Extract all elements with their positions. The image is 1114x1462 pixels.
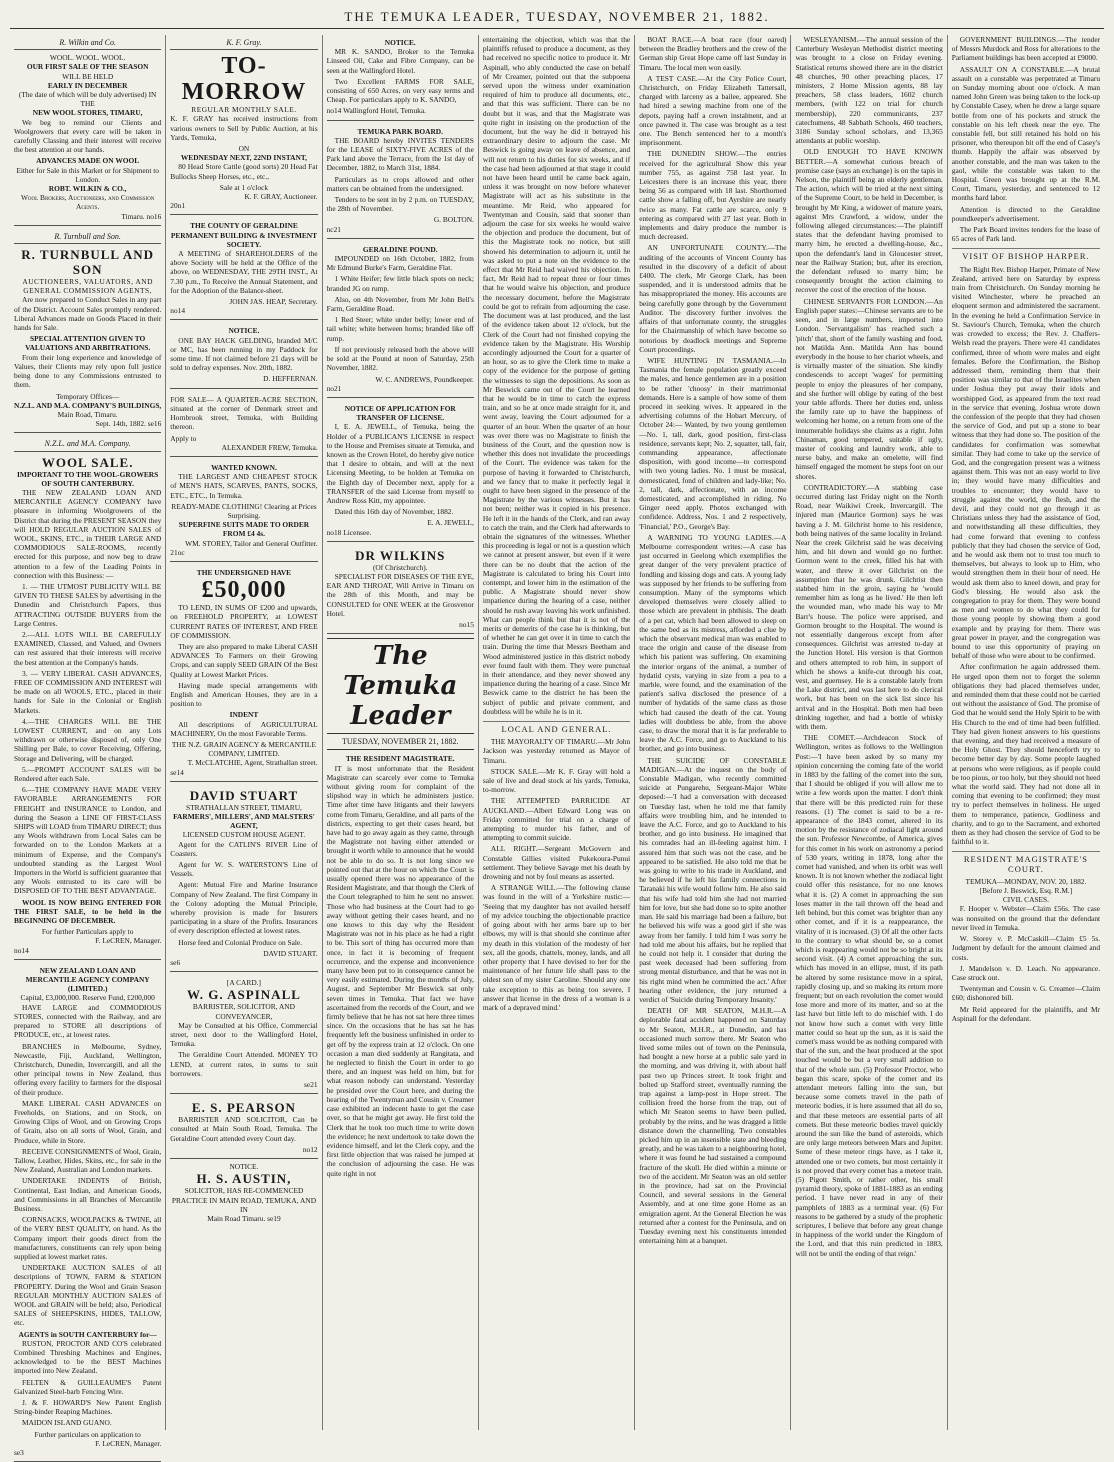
ad-text: FARMERS', MILLERS', AND MALSTERS' AGENT, bbox=[173, 812, 315, 831]
news-item: A WARNING TO YOUNG LADIES.—A Melbourne correspondent writes:—A case has just occurred in Geelong which exemplifies the great danger of the very prevalent practice of fondling and kissing dogs and cats. A young lady was supposed by her friends to be suffering from consumption. Many of the symptoms which developed themselves were closely allied to those which are prevalent in phthisis. The death of a pet cat, which had been allowed to sleep on the same bed as its mistress, afforded a clue by which the observant medical man was enabled to trace the origin and cause of the disease from which his patient was suffering. On examining the interior organs of the animal, a number of hydatid cysts, varying in size from a pea to a marble, were found, and the examination of the patient's saliva disclosed the presence of a number of hydatids of the same class as those which had caused the death of the cat. Young ladies will doubtless be able, from the above case, to draw the moral that it is far preferable to leave the A.C. Force, and go to Auckland to his brother, and go into business. bbox=[639, 532, 787, 754]
section-sale-ad bbox=[170, 392, 317, 457]
ad-title: IMPORTANT TO THE WOOL-GROWERS OF SOUTH CANTERBURY. bbox=[17, 469, 159, 488]
ad-text: SUPERFINE SUITS MADE TO ORDER FROM £4 4s. bbox=[178, 520, 310, 539]
ad-signer: Wool Brokers, Auctioneers, and Commission Agents. bbox=[20, 193, 155, 212]
court-subheading: CIVIL CASES. bbox=[1002, 895, 1049, 905]
ad-title: WOOL. WOOL. WOOL. bbox=[49, 53, 126, 63]
article-body: After confirmation he again addressed them. He urged upon them not to forget the solemn obligations they had placed themselves under, and reminded them that these could not be carried out without the assistance of God. The promise of God that he would send the Holy Spirit to be with His Church to the end of time had been fulfilled. They had given honest answers to his questions that evening, and they had received a measure of the Holy Ghost. They should henceforth try to become better day by day. Some people laughed at persons who were religious, as if people could be too pious, or too holy, but they should not heed what the world said. They had not done all in coming that evening to be confirmed; they must try to perfect themselves in holiness. He urged them to temperance, patience, Godliness and charity, and to go to the Sacrament, and exhorted them as they had chosen the service of God to be faithful to it. bbox=[951, 662, 1101, 847]
ad-ref: no18 Licensee. bbox=[326, 527, 372, 537]
court-case: Twentyman and Cousin v. G. Creamer—Claim £60; dishonored bill. bbox=[951, 984, 1101, 1003]
news-item: BOAT RACE.—A boat race (four oared) between the Bradley brothers and the crew of the German ship Great Hope came off last Sunday in Timaru. The local men won easily. bbox=[639, 35, 787, 72]
pound-ad bbox=[327, 242, 474, 398]
ad-text: WILL BE HELD bbox=[62, 71, 114, 81]
ad-body: The Geraldine Court Attended. MONEY TO LEND, at current rates, in sums to suit borrowers. bbox=[170, 1050, 318, 1078]
gelding-notice-ad bbox=[170, 323, 317, 388]
aspinall-card-ad bbox=[170, 975, 317, 1094]
ad-body: CORNSACKS, WOOLPACKS & TWINE, all of the VERY BEST QUALITY, on hand. As the Company import their goods direct from the manufacturers, constituents can rely upon being supplied at lowest market rates. bbox=[14, 1215, 162, 1261]
ad-text: SOLICITOR, HAS RE-COMMENCED PRACTICE IN MAIN ROAD, TEMUKA, AND IN bbox=[171, 1186, 317, 1214]
ad-title: W. G. ASPINALL bbox=[186, 987, 301, 1003]
ad-body: RUSTON, PROCTOR AND CO'S celebrated Combined Threshing Machines and Engines, acknowledged to be the BEST Machines imported into New Zealand. bbox=[14, 1338, 162, 1376]
news-item: ASSAULT ON A CONSTABLE.—A brutal assault on a constable was perpetrated at Timaru on Sunday morning about one o'clock. A man named John Green was being taken to the lock-up by Constable Casey, when he drew a large square bottle from one of his pockets and struck the constable on his left cheek near the eye. The constable fell, but still retained his hold on his prisoner, who thereupon bit off the end of Casey's thumb. Happily the affair was observed by another constable, and the man was taken to the gaol, while the constable was taken to the Hospital. Green was brought up at the R.M. Court, Timaru, yesterday, and sentenced to 12 months hard labor. bbox=[951, 64, 1101, 203]
court-case: F. Hooper v. Webster—Claim £56s. The case was nonsuited on the ground that the defendant never lived in Temuka. bbox=[951, 904, 1101, 932]
turnbull-ad bbox=[14, 229, 161, 433]
ad-body: 1. — THE UTMOST PUBLICITY WILL BE GIVEN TO THESE SALES by advertising in the Dunedin and Christchurch Papers, thus ATTRACTING OUTSIDE BUYERS from the Large Centres. bbox=[14, 581, 162, 628]
ad-title: DAVID STUART bbox=[189, 787, 299, 803]
ad-body: 6.—THE COMPANY HAVE MADE VERY FAVORABLE ARRANGEMENTS FOR FREIGHT and INSURANCE to London, and during the Season a LINE OF FIRST-CLASS SHIPS will LOAD from TIMARU DIRECT; thus any Wools withdrawn from Local Sales can be forwarded on to the London Markets at a minimum of Expense, and the Company's undoubted standing as the Largest Wool Importers in the World is sufficient guarantee that any Wools entrusted to its care will be DISPOSED OF TO THE BEST ADVANTAGE. bbox=[14, 785, 162, 896]
nzl-wool-sale-ad bbox=[14, 436, 161, 960]
ad-heading: R. Turnbull and Son. bbox=[14, 232, 161, 244]
issue-dateline: TUESDAY, NOVEMBER 21, 1882. bbox=[327, 737, 474, 750]
column-2 bbox=[166, 35, 322, 1430]
ad-body: FELTEN & GUILLEAUME'S Patent Galvanized Steel-barb Fencing Wire. bbox=[14, 1377, 162, 1396]
ad-body: UNDERTAKE INDENTS of British, Continental, East Indian, and American Goods, and Commissions in all Branches of Mercantile Business. bbox=[14, 1176, 162, 1213]
news-item: DEATH OF MR SEATON, M.H.R.—A deplorable fatal accident happened on Saturday to Mr Seaton, M.H.R., at Dunedin, and has occasioned much sorrow there. Mr Seaton who lived some miles out of town on the Peninsula, had bought a new horse at a public sale yard in the morning, and was driving it, with about half past two up Princes street. It took fright and bolted up Stafford street, eventually running the trap against a lamp-post in Hope street. The collision freed the horse from the trap, out of which Mr Seaton seems to have been pulled, probably by the reins, and he was dragged a little distance down the channelling. Two constables picked him up in an insensible state and bleeding greatly, and he was taken to a neighbouring hotel, where it was found he had sustained a compound fracture of the skull. He died within a minute or two of the accident. Mr Seaton was an old settler in the province, had sat on the Provincial Council, and several sessions in the General Assembly, and at one time gone Home as an emigration agent. At the General Election he was returned after a contest for the Peninsula, and on Tuesday evening next his constituents intended entertaining him at a banquet. bbox=[639, 1006, 787, 1246]
ad-body: Agent for W. S. WATERSTON'S Line of Vessels. bbox=[170, 860, 318, 879]
ad-body: 1 White Heifer; few little black spots on neck; branded JG on rump. bbox=[326, 274, 474, 293]
ad-body: RECEIVE CONSIGNMENTS of Wool, Grain, Tallow, Leather, Hides, Skins, etc., for sale in the New Zealand, Australian and London markets. bbox=[14, 1146, 162, 1175]
ad-body: HAVE LARGE and COMMODIOUS STORES, connected with the Railway, and are prepared to STORE all descriptions of PRODUCE, etc., at lowest rates. bbox=[14, 1002, 162, 1040]
ad-body: MAIDON ISLAND GUANO. bbox=[22, 1418, 112, 1428]
ad-ref: 20n1 bbox=[170, 201, 186, 211]
ad-ref: se3 bbox=[14, 1448, 24, 1458]
columns bbox=[10, 35, 1104, 1458]
news-item: GOVERNMENT BUILDINGS.—The tender of Messrs Murdock and Ross for alterations to the Parliament buildings has been accepted at £9000. bbox=[951, 35, 1101, 63]
ad-text: Sale at 1 o'clock bbox=[219, 182, 269, 192]
column-6 bbox=[791, 35, 947, 1430]
court-case: Mr Reid appeared for the plaintiffs, and Mr Aspinall for the defendant. bbox=[951, 1004, 1101, 1023]
ad-text: STRATHALLAN STREET, TIMARU, bbox=[185, 802, 302, 812]
ad-body: A MEETING of SHAREHOLDERS of the above Society will be held at the Office of the above, on WEDNESDAY, THE 29TH INST., At 7.30 p.m., To Receive the Annual Statement, and for the Adoption of the Balance-sheet. bbox=[170, 249, 318, 295]
page-masthead: THE TEMUKA LEADER, TUESDAY, NOVEMBER 21, 1882. bbox=[10, 6, 1104, 29]
ad-text: For further Particulars apply to bbox=[41, 927, 134, 937]
ad-body: Having made special arrangements with English and American Houses, they are in a position to bbox=[170, 680, 318, 709]
ad-ref: Timaru. no16 bbox=[121, 211, 162, 221]
news-item: ALL RIGHT.—Sergeant McGovern and Constable Gillies visited Pukekoura-Punui settlement. They believe Savage met his death by drowning and not by foul means as asserted. bbox=[482, 844, 631, 882]
ad-body: SPECIALIST FOR DISEASES OF THE EYE, EAR AND THROAT, Will Arrive in Timaru on the 28th of this Month, and may be CONSULTED for ONE WEEK at the Grosvenor Hotel. bbox=[326, 571, 474, 618]
ad-heading: N.Z.L. and M.A. Company. bbox=[14, 439, 161, 451]
austin-ad bbox=[170, 1162, 317, 1223]
ad-title: GERALDINE POUND. bbox=[362, 244, 438, 254]
stuart-agent-ad bbox=[170, 785, 317, 972]
ad-body: THE BOARD hereby INVITES TENDERS for the LEASE of SIXTY-FIVE ACRES of the Park land above the Terrace, from the 1st day of December, 1882, to March 31st, 1884. bbox=[326, 135, 474, 173]
ad-body: 2.—ALL LOTS WILL BE CAREFULLY EXAMINED, Classed, and Valued, and Owners can rest assured that their interests will receive the best attention at the Company's hands. bbox=[14, 629, 162, 667]
ad-text: BARRISTER, SOLICITOR, AND CONVEYANCER, bbox=[192, 1002, 295, 1021]
ad-title: OUR FIRST SALE OF THE SEASON bbox=[26, 62, 149, 72]
court-date: TEMUKA—MONDAY, NOV. 20, 1882. bbox=[965, 876, 1087, 886]
ad-title: TEMUKA PARK BOARD. bbox=[357, 126, 443, 136]
ad-ref: se21 bbox=[304, 1080, 318, 1090]
ad-title: R. TURNBULL AND SON bbox=[21, 247, 155, 278]
column-1 bbox=[10, 35, 166, 1458]
ad-signer: THE N.Z. GRAIN AGENCY & MERCANTILE COMPANY, LIMITED. bbox=[171, 739, 316, 759]
news-item: THE DUNEDIN SHOW.—The entries received for the agricultural Show this year number 755, as against 758 last year. In Leicesters there is an increase this year, there being 56 as compared with 18 last. Shorthorned cattle show a falling off, but Ayrshire are nearly twice as many. Fat cattle are scarce, only 9 entering as compared with 27 last year. Both in implements and dairy produce the number is much decreased. bbox=[639, 149, 787, 242]
news-item: WIFE HUNTING IN TASMANIA.—In Tasmania the female population greatly exceed the males, and hence gentlemen are in a position to be rather 'choosy' in their matrimonial demands. Here is a sample of how some of them proceed in seeking wives. It appeared in the advertising columns of the Hobart Mercury, of October 24:— Wanted, by two young gentlemen—No. 1, tall, dark, good position, first-class residence, servants kept; No. 2, squatter, tall, fair, commanding appearance, affectionate disposition, with good income—to correspond with two young ladies. No. 1 must be musical, domesticated, fond of children and lady-like; No. 2, tall, dark, affectionate, with an income domesticated, and accomplished in riding. No Ginger need apply. Photos exchanged with confidence. Address, Nos. 1 and 2 respectively, 'Financial,' P.O., George's Bay. bbox=[639, 355, 787, 531]
ad-text: N.Z.L. AND M.A. COMPANY'S BUILDINGS, bbox=[14, 400, 162, 410]
news-item: AN UNFORTUNATE COUNTY.—The auditing of the accounts of Vincent County has resulted in the discovery of a deficit of about £400. The clerk, Mr George Clark, has been suspended, and it is understood admits that he has misappropriated the money. His accounts are being carefully gone through by the Government Auditor. The discovery further involves the affairs of that unfortunate county, the struggles for the Chairmanship of which have become so notorious by deadlock meetings and Supreme Court proceedings. bbox=[639, 243, 787, 354]
ad-body: IMPOUNDED on 16th October, 1882, from Mr Edmund Burke's Farm, Geraldine Flat. bbox=[326, 254, 474, 273]
ad-title: REGULAR MONTHLY SALE. bbox=[191, 105, 297, 115]
ad-body: We beg to remind our Clients and Woolgrowers that every care will be taken in carefully Classing and their interest will receive the best attention at our hands. bbox=[14, 117, 162, 155]
ad-text: ON bbox=[238, 144, 250, 154]
ad-signer: T. McCLATCHIE, Agent, Strathallan street. bbox=[187, 758, 318, 768]
building-society-ad bbox=[170, 218, 317, 320]
gray-sale-ad bbox=[170, 35, 317, 215]
ad-text: Apply to bbox=[170, 433, 197, 443]
grain-agency-ad bbox=[170, 565, 317, 782]
ad-signer: F. LeCREN, Manager. bbox=[95, 936, 162, 946]
ad-text: (Of Christchurch). bbox=[372, 562, 428, 572]
ad-title: H. S. AUSTIN, bbox=[196, 1171, 292, 1187]
ad-title: NOTICE OF APPLICATION FOR TRANSFER OF LICENSE. bbox=[344, 403, 456, 423]
ad-body: All descriptions of AGRICULTURAL MACHINERY, On the most Favorable Terms. bbox=[170, 719, 318, 738]
ad-ref: no14 bbox=[170, 306, 186, 316]
ad-body: MR K. SANDO, Broker to the Temuka Linseed Oil, Cake and Fibre Company, can be seen at the Wallingford Hotel. bbox=[326, 47, 474, 75]
ad-signer: K. F. GRAY, Auctioneer. bbox=[244, 192, 318, 202]
ad-signer: ROBT. WILKIN & CO., bbox=[48, 184, 127, 194]
column-7 bbox=[948, 35, 1104, 1430]
ad-title: NOTICE. bbox=[384, 38, 416, 47]
news-item: A TEST CASE.—At the City Police Court, Christchurch, on Friday Elizabeth Tattersall, charged with larceny as a bailee, appeared. She had hired a sewing machine from one of the depots, paying half a crown instalment, and at once pawned it. The case was brought as a test one. The Bench sentenced her to a month's imprisonment. bbox=[639, 73, 787, 148]
ad-signer: W. C. ANDREWS, Poundkeeper. bbox=[375, 374, 474, 384]
ad-body: THE NEW ZEALAND LOAN AND MERCANTILE AGENCY COMPANY have pleasure in informing Woolgrowers of the District that during the PRESENT SEASON they will HOLD REGULAR AUCTION SALES of WOOL, SKINS, ETC., in THEIR LARGE AND COMMODIOUS SALE-ROOMS, recently erected for this purpose, and now beg to draw attention to a few of the Leading Points in connection with this Business: — bbox=[14, 487, 162, 580]
ad-text: Either for Sale in this Market or for Shipment to London. bbox=[16, 165, 159, 184]
section-heading: VISIT OF BISHOP HARPER. bbox=[952, 248, 1100, 261]
ad-body: J. & F. HOWARD'S New Patent English String-binder Reaping Machines. bbox=[14, 1398, 162, 1417]
ad-signer: ALEXANDER FREW, Temuka. bbox=[221, 442, 318, 452]
ad-title: TO-MORROW bbox=[181, 53, 307, 106]
ad-body: 80 Head Store Cattle (good sorts) 20 Head Fat Bullocks Sheep Horses, etc., etc., bbox=[170, 162, 318, 181]
ad-ref: se6 bbox=[170, 958, 181, 968]
ad-body: From their long experience and knowledge of Values, their Clients may rely upon full justice being done to any Commissions entrusted to them. bbox=[14, 352, 162, 390]
news-item: CHINESE SERVANTS FOR LONDON.—An English paper states:—Chinese servants are to be seen, and in large numbers, imported into London. 'Servantgalism' has reached such a 'pitch' that, short of the family washing and food, not Matilda Ann. Matilda Ann has bound everybody in the house to her chariot wheels, and is virtually master of the situation. She kindly condescends to accept 'wages' for permitting people to enjoy the pleasures of her company, and she further will oblige by eating of the best your table affords. There her duties end, unless the family rate up to have the happiness of welcoming her home, on a return from one of the innumerable holidays she claims as a right. John Chinaman, good tempered, suitable if ugly, master of cooking and laundry work, able to nurse baby, and make an omelette, will find himself engaged the moment he steps foot on our shores. bbox=[795, 296, 943, 481]
ad-text: Capital, £3,000,000. Reserve Fund, £200,000 bbox=[20, 993, 155, 1003]
ad-text: NEW WOOL STORES, TIMARU, bbox=[32, 108, 143, 118]
wilkins-ad bbox=[327, 545, 474, 634]
ad-body: 3. — VERY LIBERAL CASH ADVANCES, FREE OF COMMISSION AND INTEREST will be made on all WOOLS, ETC., placed in their hands for Sale in the Colonial or English Markets. bbox=[14, 668, 162, 715]
ad-title: THE UNDERSIGNED HAVE bbox=[196, 567, 292, 577]
ad-heading: [A CARD.] bbox=[226, 978, 261, 988]
court-before: [Before J. Beswick, Esq. R.M.] bbox=[979, 886, 1073, 896]
editorial-body: entertaining the objection, which was that the plaintiffs refused to produce a document, as they had received no specific notice to produce it. Mr Aspinall, who ably conducted the case on behalf of Mr Creamer, pointed out that the subpoena served upon the witness under examination required of him to produce all documents, etc., and that this was sufficient. There can be no doubt but it was, and that the Magistrate was quite right in insisting on the production of the document, but the way he did it betrayed his extraordinary desire to adjourn the case. Mr Beswick is going away on leave of absence, and will not return to his duties for six weeks, and if the case had been adjourned at that stage it could not have been heard until he came back again, unless it was brought on now before whatever Magistrate will act as his substitute in the meantime. Mr Reid, who appeared for Twentyman and Cousin, said that sooner than adjourn the case for six weeks he would waive the objection and produce the document, but of this the Magistrate took no notice, but still showed his determination to adjourn it, until he was asked to put a note on the evidence to the effect that Mr Reid had waived his objection. In fact, Mr Reid had to repeat three or four times that he would waive his objection, and produce the necessary document, before the Magistrate could be got to refrain from adjourning the case. The document was at last produced, and the last of the evidence taken about 12 o'clock, but the Clerk of the Court had not finished copying the evidence taken by the Magistrate. His Worship accordingly adjourned the Court for a quarter of an hour, so as to give the Clerk time to make a copy of the evidence for the purpose of getting the witnesses to sign the depositions. As soon as Mr Beswick came out of the Court he learned that he would be in time to catch the express train, and so he at once made straight for it, and went away, leaving the Court adjourned for a quarter of an hour. When the quarter of an hour was over there was no Magistrate to finish the business of the Court, and the question now is whether this does not invalidate the proceedings of the Court. The evidence was taken for the purpose of having it forwarded to Christchurch, and we fancy that to make it perfectly legal it ought to have been signed in the presence of the Magistrate by the various witnesses. But it has not been; neither was it copied in his presence. He left it in the hands of the Clerk, and ran away to catch the train, and the Clerk had afterwards to obtain the signatures of the witnesses. Whether this proceeding is legal or not is a question which we cannot at present answer, but even if it were there can be no doubt that the action of the Magistrate is calculated to bring his Court into contempt, and lower him in the estimation of the public. A Magistrate should never show impatience during the hearing of a case, neither should he rush away leaving his work unfinished. What can people think but that it is not of the merits or demerits of the case he is thinking, but of whether he can get over it in time to catch the train. During the time that Messrs Beetham and Wood administered justice in this district nobody ever found fault with them. They were punctual in their attendance, and they never showed any impatience during the hearing of a case. Since Mr Beswick came to the district he has been the subject of public and private comment, and doubtless will be while he is in it. bbox=[482, 35, 631, 716]
park-board-ad bbox=[327, 124, 474, 239]
ad-signer: JOHN JAS. HEAP, Secretary. bbox=[229, 297, 318, 307]
court-case: J. Mandelson v. D. Leach. No appearance. Case struck out. bbox=[951, 963, 1101, 982]
news-item: WESLEYANISM.—The annual session of the Canterbury Wesleyan Methodist district meeting was brought to a close on Friday evening. Statistical returns showed there are in the district 48 churches, 90 other preaching places, 17 ministers, 2 Home Mission agents, 88 lay preachers, 58 class leaders, 1602 church members, (with 122 on trial for church membership), 220 communicants, 237 catechumens, 48 Sabbath Schools, 460 teachers, 3186 Sunday school scholars, and 13,365 attendants at public worship. bbox=[795, 35, 943, 146]
news-item: Attention is directed to the Geraldine poundkeeper's advertisement. bbox=[951, 204, 1101, 223]
ad-ref: se14 bbox=[170, 767, 184, 777]
ad-body: 1 Red Steer; white under belly; lower end of tail white; white between horns; branded like off rump. bbox=[326, 315, 474, 343]
ad-signer: G. BOLTON. bbox=[433, 215, 474, 225]
ad-text: ADVANCES MADE ON WOOL bbox=[36, 156, 140, 166]
ad-body: BRANCHES in Melbourne, Sydney, Newcastle, Fiji, Auckland, Wellington, Christchurch, Dunedin, Invercargill, and all the other principal towns in New Zealand, thus offering every facility to farmers for the disposal of their produce. bbox=[14, 1041, 162, 1097]
ad-body: Particulars as to crops allowed and other matters can be obtained from the undersigned. bbox=[326, 174, 474, 193]
ad-signer: no14 Wallingford Hotel, Temuka. bbox=[326, 106, 426, 116]
news-item: CONTRADICTORY.—A stabbing case occurred during last Friday night on the North Road, near Waikiwi Creek, Invercargill. The injured man (Maurice Gormon) says he was having a J. M. Gilchrist home to his residence, both being natives of the same locality in Ireland. Near the creek Gilchrist said he was deceiving him, and hit down and would go no further. Gormon went to the creek, filled his hat with water, and threw it over Gilchrist on the assumption that he was drunk. Gilchrist then stabbed him in the groin, saying he 'would remember him as long as he lived.' He then left the wounded man, who made his way to Mr Barr's house. The police were apprised, and Gormon brought to the Hospital. The wound is not essentially dangerous except from after consequences. Gilchrist was arrested to-day at the Junction Hotel. His version is that Gormon and others attempted to rob him, in support of which he shows a knife-cut through his coat, vest, and guernsey. He is a constable lately from the Lake district, and was last here to do clerical work, but has been on the sick list since his arrival and in the Hospital. Both men had been drinking together, and had a bottle of whisky with them. bbox=[795, 482, 943, 732]
ad-ref: Sept. 14th, 1882. se16 bbox=[95, 419, 162, 429]
license-transfer-ad bbox=[327, 401, 474, 542]
ad-signer: E. A. JEWELL, bbox=[427, 518, 474, 528]
ad-text: WEDNESDAY NEXT, 22ND INSTANT, bbox=[180, 153, 308, 163]
news-item: OLD ENOUGH TO HAVE KNOWN BETTER.—A somewhat curious breach of promise case (says an exchange) is on the tapis in Nelson, the plaintiff being an elderly gentleman. The action, which will be tried at the next sitting of the Supreme Court, to be held in December, is brought by Mr King, a widower of mature years, against Mrs Crawford, a widow, under the following alleged circumstances:—The plaintiff states that the defendant having promised to marry him, he erected a dwelling-house, &c., upon the defendant's land in Gloucester street, near the Railway Station; but, after its erection, the defendant refused to marry him; he consequently brought the action claiming to recover the cost of the erection of the house. bbox=[795, 147, 943, 295]
ad-body: WOOL IS NOW BEING ENTERED FOR THE FIRST SALE, to be held in the BEGINNING OF DECEMBER. bbox=[14, 897, 162, 926]
ad-title: THE COUNTY OF GERALDINE PERMANENT BUILDING & INVESTMENT SOCIETY. bbox=[170, 221, 318, 249]
news-item: THE ATTEMPTED PARRICIDE AT AUCKLAND.—Albert Edward Long was on Friday committed for trial on a charge of attempting to murder his father, and of attempting to commit suicide. bbox=[482, 796, 631, 843]
ad-text: EARLY IN DECEMBER bbox=[47, 80, 128, 90]
ad-ref: nc21 bbox=[326, 224, 341, 234]
news-item: THE MAYORALTY OF TIMARU.—Mr John Jackson was yesterday returned as Mayor of Timaru. bbox=[482, 737, 631, 765]
ad-title: WOOL SALE. bbox=[41, 454, 134, 470]
nzl-company-ad bbox=[14, 963, 161, 1462]
ad-text: Main Road, Timaru. bbox=[57, 409, 118, 419]
column-3 bbox=[323, 35, 479, 1430]
ad-body: K. F. GRAY has received instructions from various owners to Sell by Public Auction, at his Yards, Temuka, bbox=[170, 114, 318, 142]
news-item: STOCK SALE.—Mr K. F. Gray will hold a sale of live and dead stock at his yards, Temuka, to-morrow. bbox=[482, 766, 631, 795]
ad-ref: no14 bbox=[14, 945, 29, 955]
column-5 bbox=[635, 35, 791, 1430]
ad-title: AUCTIONEERS, VALUATORS, AND GENERAL COMMISSION AGENTS, bbox=[22, 277, 153, 296]
ad-body: Dated this 16th day of November, 1882. bbox=[334, 507, 454, 517]
news-item: THE COMET.—Archdeacon Stock of Wellington, writes as follows to the Wellington Post:—'I have been asked by so many my opinion concerning the coming fate of the world in 1883 by the falling of the comet into the sun, that I should be obliged if you will allow me to write a few words upon the matter. I don't think that there will be this predicted ruin for these reasons. (1) The comet is said to be a re-appearance of the 1843 comet, altered in its motion by the resistance of zodiacal light around the sun. Professor Newcombe, of America, gives for this comet in his work on astronomy a period of 530 years, writing in 1878, long after the comet had vanished, and when its orbit was well known. It is not known whether the zodiacal light could offer this resistance, for no one knows what it is. (2) A comet in approaching the sun loses matter in the tail thrown off the head and left behind, but this comet was brighter than any other comet, and if it is a reappearance, the vitality of it is increased. (3) Of all the other facts to the contrary to what should be, so a comet which is reappearing would not be so bright at its second visit. (4) A comet approaching the sun, which has moved in an ellipse, must, if its path be altered by some resistance move in a spiral, rapidly closing up, and so making its return more frequent; but on each revolution the comet would lose more and more of its matter, and so at the last have but little left to do mischief with. I do not know how such a comet with very little matter could so heat up the sun, as it is said the comet's mass would be as nothing compared with that of the sun, and the heat produced at the spot touched would be but a very small addition to that of the whole sun. (5) Professor Proctor, who began this scare, spoke of the comet and its attendant meteors falling into the sun, but because some comets travel in the path of meteoric bodies, it is here assumed that all do so, and that these meteors are essential parts of all comets. But these meteoric bodies travel quickly around the sun like the band of asteroids, which are only large meteors between Mars and Jupiter. Some of these meteor rings have, as I take it, attended one or two comets, but most certainly it is not proved that every comet has a meteor train. (5) Pigott Smith, or rather other, his small pyramid theory, spoke of 1881-1883 as an ending period. I have never read in any of their pamphlets of 1883 as a terminal year. (6) For reasons to be gathered by a study of the prophetic scriptures, I believe that before any great change in happiness of the world under the Kingdom of the Lord, and that this ruin predicted in 1883, will not be until the ending of that reign.' bbox=[795, 733, 943, 1258]
ad-text: INDENT bbox=[229, 710, 259, 720]
section-heading: LOCAL AND GENERAL. bbox=[483, 721, 630, 734]
ad-text: READY-MADE CLOTHING! Clearing at Prices Surprising. bbox=[171, 501, 317, 520]
ad-body: Agent: Mutual Fire and Marine Insurance Company of New Zealand. The first Company in the Colony adopting the Mutual Principle, whereby provision is made for Insurers participating in a share of the Profits. Insurances of every description effected at lowest rates. bbox=[170, 880, 318, 936]
column-4 bbox=[479, 35, 635, 1430]
ad-body: Are now prepared to Conduct Sales in any part of the District. Account Sales promptly rendered. Liberal Advances made on Goods Placed in their hands for Sale. bbox=[14, 295, 162, 333]
ad-body: MAKE LIBERAL CASH ADVANCES on Freeholds, on Stations, and on Stock, on Growing Clips of Wool, and on Growing Crops of Grain, also on all sorts of Wool, Grain, and Produce, while in Store. bbox=[14, 1098, 162, 1145]
ad-text: SPECIAL ATTENTION GIVEN TO VALUATIONS AND ARBITRATIONS. bbox=[25, 334, 151, 353]
ad-body: Two Excellent FARMS FOR SALE, consisting of 650 Acres, on very easy terms and Cheap. For particulars apply to K. SANDO, bbox=[326, 76, 474, 105]
news-item: A STRANGE WILL.—The following clause was found in the will of a Yorkshire rustic:— 'Seeing that my daughter has not availed herself of my advice touching the objectionable practice of going about with her arms bare up to her elbows, my will is that should she continue after my death in this violation of the modesty of her sex, all the goods, chattels, money, lands, and all other property that I have devised to her for the maintenance of her future life shall pass to the oldest son of my sister Caroline. Should any one take exception to this as being too severe, I answer that license in the dress of a woman is a mark of a depraved mind.' bbox=[482, 883, 631, 1012]
ad-body: Also, on 4th November, from Mr John Bell's Farm, Geraldine Road. bbox=[326, 294, 474, 314]
ad-body: If not previously released both the above will be sold at the Pound at noon of Saturday, 25th November, 1882. bbox=[326, 344, 474, 373]
ad-title: E. S. PEARSON bbox=[191, 1100, 296, 1116]
ad-body: 4.—THE CHARGES WILL BE THE LOWEST CURRENT, and on any Lots withdrawn or otherwise disposed of, only One Shilling per Bale, to cover Receiving, Offering, Storage and Delivering, will be charged. bbox=[14, 716, 162, 763]
news-item: The Park Board invites tenders for the lease of 65 acres of Park land. bbox=[951, 225, 1101, 244]
ad-ref: 21oc bbox=[170, 547, 185, 557]
ad-body: Horse feed and Colonial Produce on Sale. bbox=[178, 937, 303, 947]
ad-body: They are also prepared to make Liberal CASH ADVANCES To Farmers on their Growing Crops, and can supply SEED GRAIN Of the Best Quality at Lowest Market Prices. bbox=[170, 641, 318, 679]
article-body: The Right Rev. Bishop Harper, Primate of New Zealand, arrived here on Saturday by express train from Christchurch. On Sunday morning he visited Winchester, where he preached an eloquent sermon and administered the sacrament. In the evening he held a Confirmation Service in St. Saviour's Church, Temuka, when the church was crowded to excess; the Rev. J. Chaffers-Welsh read the prayers. There were 41 candidates confirmed, three of whom were males and eight females. Before the Confirmation, the Bishop addressed them, reminding them that their position was similar to that of the Israelites when under Joshua they put away their idols and worshipped God, as appeared from the text read in the service that evening, Joshua wrote down the confession of the people that they had chosen the service of God, and put up a stone to bear witness that they had done so. The position of the candidates for confirmation was somewhat similar. They had come to take up the service of God, and the congregation present was a witness against them. This was not an easy world to live in; they would have many difficulties and troubles to encounter; they would have to struggle against the world, the flesh, and the devil, and they could not go through it as Christians unless they had the assistance of God, and notwithstanding all these difficulties, they had come forward that evening to confess publicly that they had chosen the service of God, and he would ask them not to trust too much to themselves, but always to look up to Him, who would strengthen them in their hour of need. He would ask them also to kneel down, and pray for God's blessing. He would also ask the congregation to pray for them. They were bound as men and women to do what they could for those young people by showing them a good example and by praying for them. There was great power in prayer, and the congregation was bound to use this opportunity of praying on behalf of those who were about to be confirmed. bbox=[951, 264, 1101, 661]
ad-body: ONE BAY HACK GELDING, branded M/C or MC, has been running in my Paddock for some time. If not claimed before 21 days will be sold to defray expenses. Nov. 20th, 1882. bbox=[170, 335, 318, 373]
ad-body: TO LEND, IN SUMS OF £200 and upwards, on FREEHOLD PROPERTY, at LOWEST CURRENT RATES OF INTEREST, AND FREE OF COMMISSION. bbox=[170, 603, 318, 640]
storey-tailor-ad bbox=[170, 460, 317, 562]
ad-body: 5.—PROMPT ACCOUNT SALES will be Rendered after each Sale. bbox=[14, 764, 162, 784]
court-case: W. Storey v. P. McCaskill—Claim £5 5s. Judgment by default for the amount claimed and costs. bbox=[951, 934, 1101, 962]
editorial-heading: THE RESIDENT MAGISTRATE. bbox=[345, 754, 455, 764]
ad-text: (The date of which will be duly advertised) IN THE bbox=[18, 90, 157, 109]
editorial-body: IT is most unfortunate that the Resident Magistrate can scarcely ever come to Temuka without giving room for complaint of the slipshod way in which he administers justice. Time after time have litigants and their lawyers come from Timaru, Geraldine, and all parts of the districts, expecting to get their cases heard, but have had to go away again as they came, through the Magistrate not having either attended or brought it worth while to announce that he would not be able to do so. It is not long since we pointed out that at the hour on which the Court is usually opened there was no appearance of the Resident Magistrate, and that though the Clerk of the Court telegraphed to him he sent no answer. Those who had business at the Court had to go away without getting their cases heard, and no one knows to this day why the Resident Magistrate was not in his place as he had a right to be. This sort of thing has occurred more than once, in fact it is becoming of frequent occurrence, and the expense and inconvenience many have been put to in consequence cannot be very easily estimated. During the months of July, August, and September Mr Beswick sat only seven times in Temuka. That fact we have ascertained from the records of the Court, and we firmly believe that he has not sat here three times since. On the occasions that he has sat he has frequently left the business unfinished in order to get off by the express train at 12 o'clock. On one occasion a man died suddenly at Rangitata, and he neglected to finish the Court in order to go there, and an inquest was held on him, but for what reason nobody can understand. Yesterday he presided over the Court here, and during the hearing of the Twentyman and Cousin v. Creamer case exhibited an indecent haste to get the case over, so that he might get away. He first told the Clerk that he took too much time to write down the evidence; he next undertook to take down the evidence himself, and let the Clerk copy, and the first little objection that was raised he jumped at the conclusion of adjourning the case. He was quite right in not bbox=[326, 763, 474, 1178]
ad-heading: R. Wilkin and Co. bbox=[14, 38, 161, 50]
ad-text: Further particulars on application to bbox=[34, 1429, 141, 1439]
newspaper-nameplate: The Temuka Leader bbox=[327, 638, 474, 734]
ad-ref: no12 bbox=[302, 1144, 318, 1154]
ad-signer: D. HEFFERNAN. bbox=[263, 374, 318, 384]
ad-ref: no21 bbox=[326, 383, 342, 393]
ad-body: May be Consulted at his Office, Commercial street, next door to the Wallingford Hotel, Temuka. bbox=[170, 1020, 318, 1049]
ad-text: Main Road Timaru. se19 bbox=[207, 1213, 281, 1223]
ad-signer: F. LeCREN, Manager. bbox=[95, 1438, 162, 1448]
ad-text: AGENTS in SOUTH CANTERBURY for— bbox=[18, 1329, 157, 1339]
ad-text: LICENSED CUSTOM HOUSE AGENT. bbox=[182, 830, 306, 840]
ad-body: FOR SALE— A QUARTER-ACRE SECTION, situated at the corner of Denmark street and Hornbrook street, Temuka, with Building thereon. bbox=[170, 394, 318, 432]
ad-signer: DAVID STUART. bbox=[263, 948, 318, 958]
ad-title: NEW ZEALAND LOAN AND MERCANTILE AGENCY COMPANY (LIMITED.) bbox=[25, 965, 150, 994]
ad-heading: NOTICE. bbox=[229, 1162, 259, 1172]
ad-body: Agent for the CATLIN'S RIVER Line of Coasters. bbox=[170, 839, 318, 858]
ad-text: Temporary Offices— bbox=[56, 391, 120, 401]
ad-heading: K. F. Gray. bbox=[170, 38, 317, 50]
ad-amount: £50,000 bbox=[201, 577, 287, 604]
ad-title: WANTED KNOWN. bbox=[211, 462, 277, 472]
ad-title: NOTICE. bbox=[228, 326, 260, 336]
sando-notice-ad bbox=[327, 35, 474, 121]
pearson-ad bbox=[170, 1097, 317, 1159]
ad-body: Tenders to be sent in by 2 p.m. on TUESDAY, the 28th of November. bbox=[326, 195, 474, 214]
ad-signer: WM. STOREY, Tailor and General Outfitter. bbox=[185, 538, 318, 548]
ad-body: I, E. A. JEWELL, of Temuka, being the Holder of a PUBLICAN'S LICENSE in respect to the House and Premises situate at Temuka, and known as the Crown Hotel, do hereby give notice that I desire to obtain, and will at the next Licensing Meeting, to be holden at Temuka on the Eighth day of December next, apply for a TRANSFER of the said License from myself to Andrew Ross Kitt, my appointee. bbox=[326, 422, 474, 505]
section-heading: RESIDENT MAGISTRATE'S COURT. bbox=[952, 851, 1100, 873]
wilkin-wool-ad bbox=[14, 35, 161, 226]
ad-body: THE LARGEST AND CHEAPEST STOCK of MEN'S HATS, SCARVES, PANTS, SOCKS, ETC., ETC., In Temuka. bbox=[170, 472, 318, 500]
ad-ref: no15 bbox=[459, 619, 474, 629]
ad-body: UNDERTAKE AUCTION SALES of all descriptions of TOWN, FARM & STATION PROPERTY. During the Wool and Grain Season REGULAR MONTHLY AUCTION SALES of WOOL and GRAIN will be held; also, Periodical SALES of SHEEPSKINS, HIDES, TALLOW, etc. bbox=[14, 1263, 162, 1328]
ad-title: DR WILKINS bbox=[355, 547, 446, 563]
ad-body: BARRISTER AND SOLICITOR, Can be consulted at Main South Road, Temuka. The Geraldine Court attended every Court day. bbox=[170, 1115, 318, 1143]
news-item: THE SUICIDE OF CONSTABLE MADIGAN.—At the inquest on the body of Constable Madigan, who recently committed suicide at Pungarehu, Sergeant-Major White deposed:—'I had a conversation with deceased on Tuesday last, when he told me that family affairs were troubling him, and he intended to leave the A.C. Force, and go to Auckland to his brother, and go into business. He imagined that his comrades had an ill-feeling against him. I assured him that such was not the case, and he appeared to be satisfied. He also told me that he was going to write to his trade in Auckland, and he believed if he left his family connections in Taranaki his wife would follow him. He also said that his wife had told him she had not married him for love, but she had done so to spite another man. He said his marriage had been a failure, but he believed his wife was a good girl if she was away from her family. I told him I was sorry he had told me about his affairs, but he replied that he could not help it. I consider that during the past week deceased had been suffering from strong mental disturbance, and that he was not in his right mind when he committed the act.' After hearing other evidence, the jury returned a verdict of 'Suicide during Temporary Insanity.' bbox=[639, 755, 787, 1004]
